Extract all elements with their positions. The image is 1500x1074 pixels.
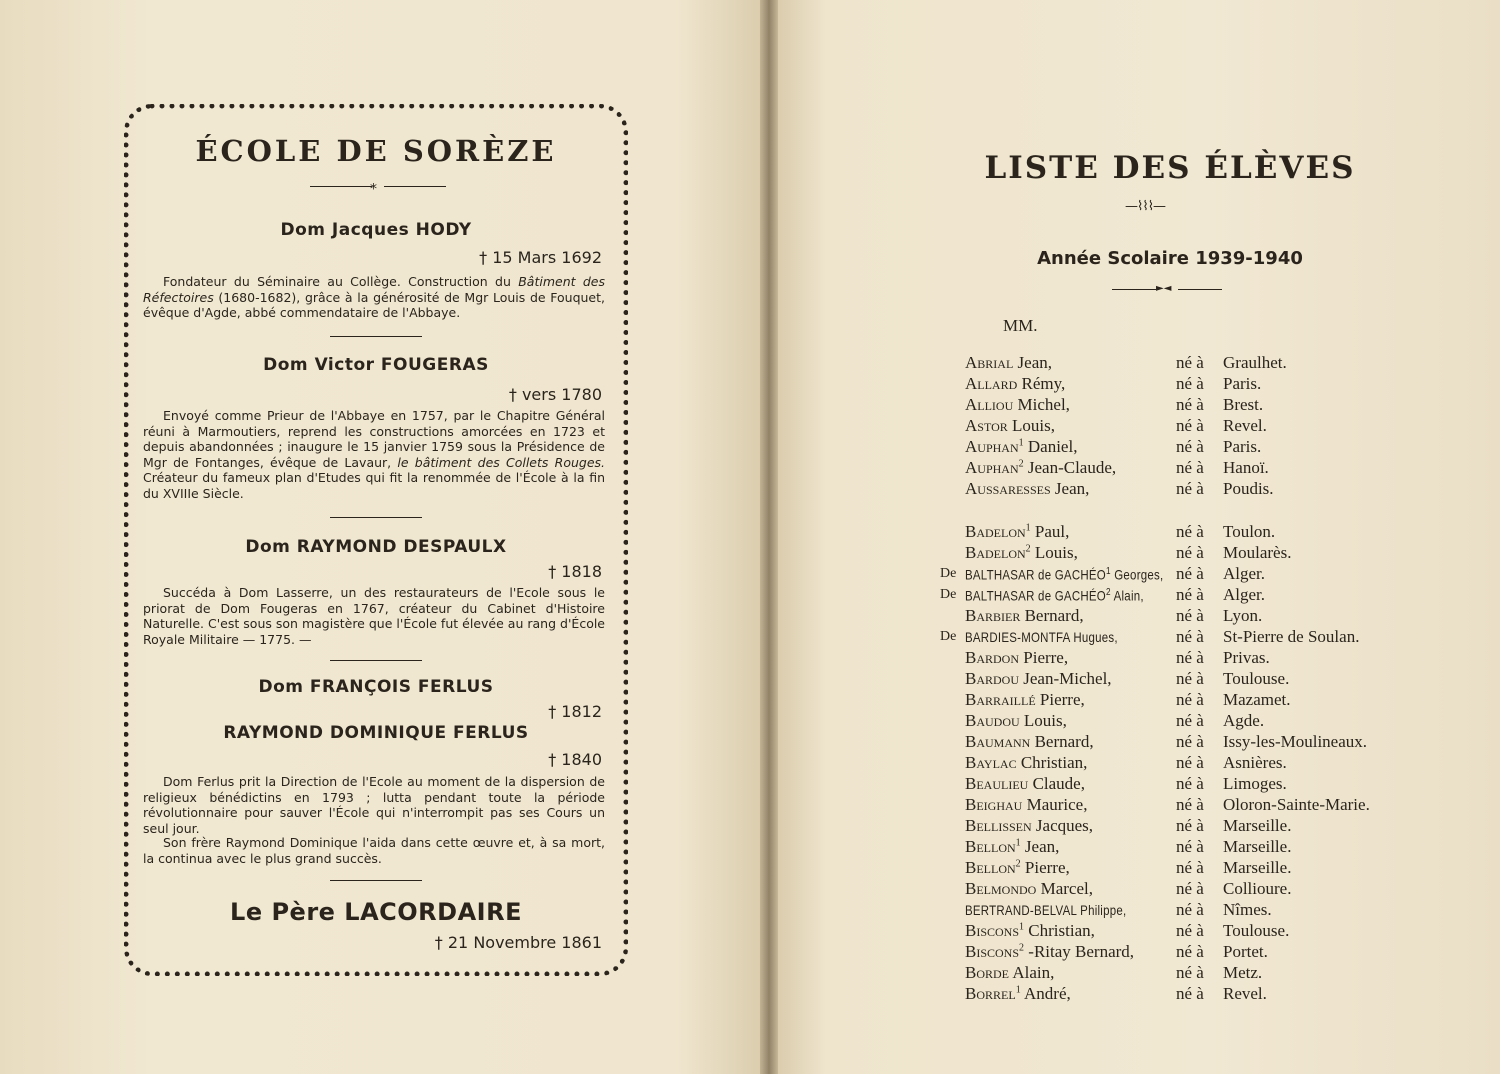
born-in-label: né à xyxy=(1176,458,1204,477)
born-in-label: né à xyxy=(1176,648,1204,667)
student-row xyxy=(940,774,1420,795)
student-name: Biscons$^1$ Christian, xyxy=(965,921,1095,940)
student-row xyxy=(940,395,1420,416)
right-page-title: LISTE DES ÉLÈVES xyxy=(984,150,1356,186)
entry-name-despaulx: Dom RAYMOND DESPAULX xyxy=(245,537,507,557)
student-prefix: De xyxy=(940,587,957,602)
ornament-star: ⁎ xyxy=(370,177,377,193)
student-birthplace: Portet. xyxy=(1223,942,1268,961)
student-birthplace: Revel. xyxy=(1223,416,1267,435)
left-page-title: ÉCOLE DE SORÈZE xyxy=(195,134,557,168)
born-in-label: né à xyxy=(1176,353,1204,372)
student-name: Biscons$^2$ -Ritay Bernard, xyxy=(965,942,1135,961)
student-row xyxy=(940,711,1420,732)
student-name: Alliou Michel, xyxy=(965,395,1070,414)
entry-date-francois-ferlus: † 1812 xyxy=(548,702,602,721)
separator-rule xyxy=(330,880,422,881)
student-row xyxy=(940,732,1420,753)
born-in-label: né à xyxy=(1176,711,1204,730)
student-row xyxy=(940,374,1420,395)
entry-date-raymond-ferlus: † 1840 xyxy=(548,750,602,769)
born-in-label: né à xyxy=(1176,627,1204,646)
entry-text-hody: Fondateur du Séminaire au Collège. Construction du Bâtiment des Réfectoires (1680-1682), grâce à la générosité de Mgr Louis de Fouquet, évêque d'Agde, abbé commendataire de l'Abbaye. xyxy=(143,274,605,320)
student-row xyxy=(940,353,1420,374)
student-row xyxy=(940,858,1420,879)
student-row xyxy=(940,479,1420,500)
book-gutter xyxy=(760,0,778,1074)
student-birthplace: Poudis. xyxy=(1223,479,1274,498)
separator-rule xyxy=(330,517,422,518)
student-row xyxy=(940,921,1420,942)
student-name: Bardou Jean-Michel, xyxy=(965,669,1112,688)
student-name: Badelon$^2$ Louis, xyxy=(965,543,1078,562)
born-in-label: né à xyxy=(1176,858,1204,877)
entry-name-francois-ferlus: Dom FRANÇOIS FERLUS xyxy=(258,677,494,697)
student-name: Belmondo Marcel, xyxy=(965,879,1093,898)
entry-text-ferlus: Dom Ferlus prit la Direction de l'Ecole au moment de la dispersion de religieux bénédictins en 1793 ; lutta pendant toute la période révolutionnaire pour sauver l'École qui n'interrompit pas ses Cours un seul jour. xyxy=(143,774,605,836)
student-birthplace: Paris. xyxy=(1223,437,1262,456)
student-birthplace: Brest. xyxy=(1223,395,1264,414)
student-row xyxy=(940,837,1420,858)
born-in-label: né à xyxy=(1176,606,1204,625)
student-name: Bardon Pierre, xyxy=(965,648,1069,667)
student-birthplace: Issy-les-Moulineaux. xyxy=(1223,732,1368,751)
born-in-label: né à xyxy=(1176,374,1204,393)
separator-rule xyxy=(330,660,422,661)
student-name: Allard Rémy, xyxy=(965,374,1066,393)
student-row xyxy=(940,458,1420,479)
entry-date-hody: † 15 Mars 1692 xyxy=(479,248,602,267)
student-row xyxy=(940,816,1420,837)
student-name: Baylac Christian, xyxy=(965,753,1088,772)
student-row xyxy=(940,753,1420,774)
student-name: Bellon$^2$ Pierre, xyxy=(965,858,1070,877)
student-birthplace: Hanoï. xyxy=(1223,458,1269,477)
born-in-label: né à xyxy=(1176,395,1204,414)
student-name: Beighau Maurice, xyxy=(965,795,1088,814)
student-birthplace: Revel. xyxy=(1223,984,1267,1003)
student-name: Auphan$^2$ Jean-Claude, xyxy=(965,458,1117,477)
student-birthplace: Toulon. xyxy=(1223,522,1276,541)
student-birthplace: Agde. xyxy=(1223,711,1265,730)
born-in-label: né à xyxy=(1176,984,1204,1003)
student-row xyxy=(940,984,1420,1005)
student-name: Barbier Bernard, xyxy=(965,606,1084,625)
born-in-label: né à xyxy=(1176,879,1204,898)
student-birthplace: Marseille. xyxy=(1223,816,1292,835)
student-birthplace: Nîmes. xyxy=(1223,900,1272,919)
student-name: BALTHASAR de GACHÉO$^1$ Georges, xyxy=(965,566,1164,583)
entry-text-ferlus-2: Son frère Raymond Dominique l'aida dans cette œuvre et, à sa mort, la continua avec le plus grand succès. xyxy=(143,835,605,866)
entry-text-fougeras: Envoyé comme Prieur de l'Abbaye en 1757, par le Chapitre Général réuni à Marmoutiers, reprend les constructions amorcées en 1723 et depuis abandonnées ; inaugure le 15 janvier 1759 sous la Présidence de Mgr de Fontanges, évêque de Lavaur, le bâtiment des Collets Rouges. Créateur du fameux plan d'Etudes qui fit la renommée de l'École à la fin du XVIIIe Siècle. xyxy=(143,408,605,501)
student-row xyxy=(940,627,1420,648)
student-birthplace: Marseille. xyxy=(1223,858,1292,877)
born-in-label: né à xyxy=(1176,963,1204,982)
student-name: Aussaresses Jean, xyxy=(965,479,1090,498)
student-birthplace: Alger. xyxy=(1223,564,1266,583)
student-name: Bellon$^1$ Jean, xyxy=(965,837,1060,856)
student-row xyxy=(940,543,1420,564)
student-prefix: De xyxy=(940,629,957,644)
born-in-label: né à xyxy=(1176,479,1204,498)
student-birthplace: Metz. xyxy=(1223,963,1263,982)
student-row xyxy=(940,879,1420,900)
student-row xyxy=(940,900,1420,921)
mm-label: MM. xyxy=(1003,316,1038,335)
born-in-label: né à xyxy=(1176,795,1204,814)
entry-date-fougeras: † vers 1780 xyxy=(508,385,602,404)
student-row xyxy=(940,669,1420,690)
student-name: Abrial Jean, xyxy=(965,353,1052,372)
ornament-line-right xyxy=(384,186,446,187)
born-in-label: né à xyxy=(1176,669,1204,688)
student-name: Auphan$^1$ Daniel, xyxy=(965,437,1078,456)
student-birthplace: Paris. xyxy=(1223,374,1262,393)
student-prefix: De xyxy=(940,566,957,581)
student-birthplace: Graulhet. xyxy=(1223,353,1287,372)
entry-text-despaulx: Succéda à Dom Lasserre, un des restaurateurs de l'Ecole sous le priorat de Dom Fougeras en 1767, créateur du Cabinet d'Histoire Naturelle. C'est sous son magistère que l'École fut élevée au rang d'École Royale Militaire — 1775. — xyxy=(143,585,605,647)
student-birthplace: St-Pierre de Soulan. xyxy=(1223,627,1360,646)
school-year: Année Scolaire 1939-1940 xyxy=(1037,248,1303,269)
student-birthplace: Asnières. xyxy=(1223,753,1287,772)
student-name: Bellissen Jacques, xyxy=(965,816,1094,835)
entry-date-lacordaire: † 21 Novembre 1861 xyxy=(434,933,602,952)
born-in-label: né à xyxy=(1176,816,1204,835)
born-in-label: né à xyxy=(1176,837,1204,856)
student-row xyxy=(940,585,1420,606)
student-row xyxy=(940,564,1420,585)
born-in-label: né à xyxy=(1176,753,1204,772)
student-name: BERTRAND-BELVAL Philippe, xyxy=(965,902,1127,918)
student-birthplace: Collioure. xyxy=(1223,879,1292,898)
student-row xyxy=(940,690,1420,711)
student-row xyxy=(940,795,1420,816)
student-birthplace: Mazamet. xyxy=(1223,690,1291,709)
student-name: Borrel$^1$ André, xyxy=(965,984,1071,1003)
born-in-label: né à xyxy=(1176,732,1204,751)
student-birthplace: Toulouse. xyxy=(1223,669,1290,688)
student-name: BARDIES-MONTFA Hugues, xyxy=(965,629,1118,645)
student-name: Badelon$^1$ Paul, xyxy=(965,522,1070,541)
student-birthplace: Limoges. xyxy=(1223,774,1287,793)
student-name: Borde Alain, xyxy=(965,963,1055,982)
born-in-label: né à xyxy=(1176,900,1204,919)
student-birthplace: Lyon. xyxy=(1223,606,1263,625)
born-in-label: né à xyxy=(1176,690,1204,709)
student-name: Baudou Louis, xyxy=(965,711,1067,730)
title-ornament: —⌇⌇⌇— xyxy=(1125,199,1166,214)
student-name: Beaulieu Claude, xyxy=(965,774,1085,793)
born-in-label: né à xyxy=(1176,564,1204,583)
student-row xyxy=(940,606,1420,627)
student-birthplace: Marseille. xyxy=(1223,837,1292,856)
student-name: BALTHASAR de GACHÉO$^2$ Alain, xyxy=(965,587,1144,604)
student-row xyxy=(940,963,1420,984)
born-in-label: né à xyxy=(1176,543,1204,562)
subtitle-rule-right xyxy=(1178,289,1222,290)
ornament-line-left xyxy=(310,186,372,187)
born-in-label: né à xyxy=(1176,585,1204,604)
born-in-label: né à xyxy=(1176,437,1204,456)
born-in-label: né à xyxy=(1176,522,1204,541)
student-row xyxy=(940,437,1420,458)
born-in-label: né à xyxy=(1176,921,1204,940)
student-name: Astor Louis, xyxy=(965,416,1055,435)
student-name: Barraillé Pierre, xyxy=(965,690,1085,709)
student-birthplace: Moularès. xyxy=(1223,543,1292,562)
subtitle-rule-left xyxy=(1112,289,1156,290)
student-birthplace: Privas. xyxy=(1223,648,1270,667)
student-row xyxy=(940,942,1420,963)
subtitle-ornament: ►◄ xyxy=(1156,283,1172,294)
student-birthplace: Oloron-Sainte-Marie. xyxy=(1223,795,1370,814)
student-birthplace: Toulouse. xyxy=(1223,921,1290,940)
student-row xyxy=(940,522,1420,543)
separator-rule xyxy=(330,336,422,337)
student-row xyxy=(940,648,1420,669)
born-in-label: né à xyxy=(1176,774,1204,793)
student-row xyxy=(940,416,1420,437)
student-birthplace: Alger. xyxy=(1223,585,1266,604)
born-in-label: né à xyxy=(1176,416,1204,435)
born-in-label: né à xyxy=(1176,942,1204,961)
student-name: Baumann Bernard, xyxy=(965,732,1094,751)
entry-name-hody: Dom Jacques HODY xyxy=(280,220,472,240)
entry-name-raymond-ferlus: RAYMOND DOMINIQUE FERLUS xyxy=(223,723,529,743)
entry-date-despaulx: † 1818 xyxy=(548,562,602,581)
entry-name-lacordaire: Le Père LACORDAIRE xyxy=(230,898,522,926)
entry-name-fougeras: Dom Victor FOUGERAS xyxy=(263,355,489,375)
